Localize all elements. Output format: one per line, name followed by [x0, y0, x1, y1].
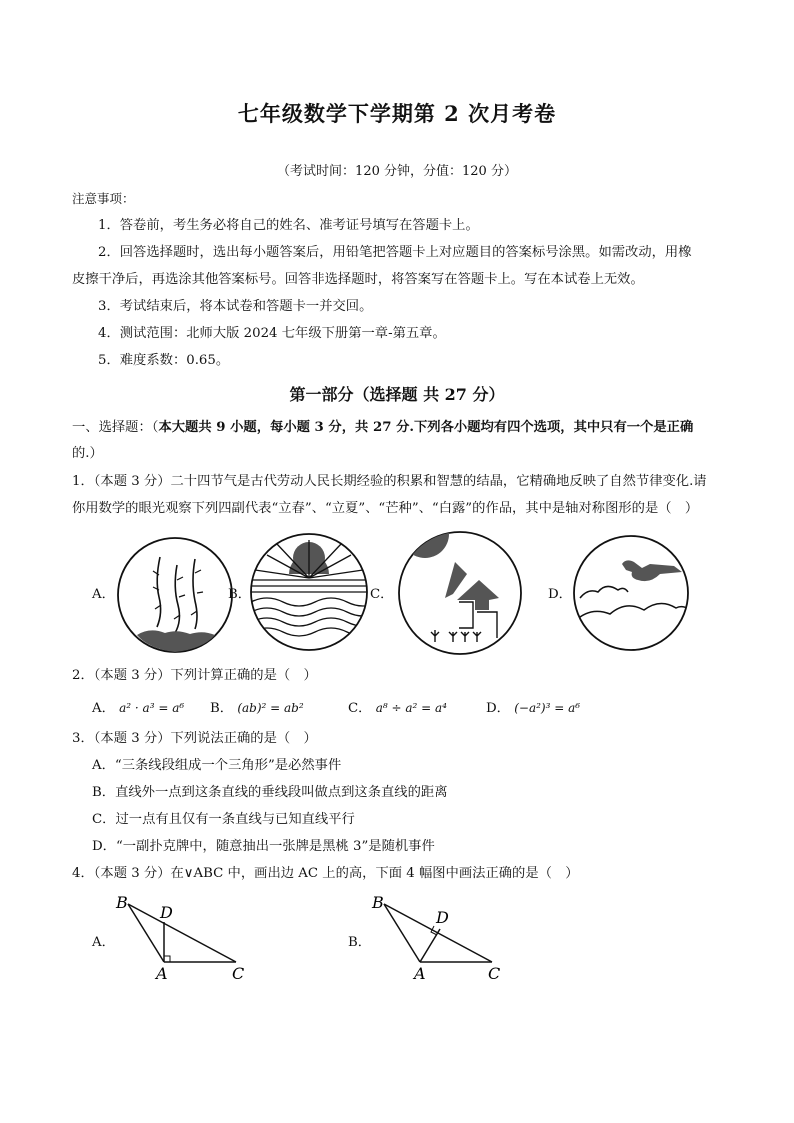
q1-option-c-label: C． — [370, 587, 394, 602]
q2-option-c-label: C． — [348, 701, 372, 716]
q3-stem: 3．（本题 3 分）下列说法正确的是（ ） — [72, 731, 317, 746]
instructions — [72, 418, 693, 438]
q1-image-lixia — [247, 530, 371, 654]
q2-option-a-label: A． — [92, 701, 115, 716]
vertex-b-label: B — [372, 893, 384, 912]
vertex-c-label: C — [232, 964, 245, 983]
instructions-line2: 的.） — [72, 446, 103, 461]
note-item: 3．考试结束后，将本试卷和答题卡一并交回。 — [98, 299, 373, 314]
q2-option-b-expr: (ab)² = ab² — [237, 701, 304, 715]
note-item: 4．测试范围：北师大版 2024 七年级下册第一章-第五章。 — [98, 326, 446, 341]
q2-option-d — [486, 697, 580, 716]
q4-figure-b — [366, 890, 516, 986]
q1-image-lichun — [115, 535, 235, 655]
vertex-d-label: D — [160, 903, 173, 922]
q3-option-c: C．过一点有且仅有一条直线与已知直线平行 — [92, 812, 355, 827]
note-item: 1．答卷前，考生务必将自己的姓名、准考证号填写在答题卡上。 — [98, 218, 479, 233]
vertex-b-label: B — [116, 893, 128, 912]
instructions-bold: 本大题共 9 小题，每小题 3 分，共 27 分.下列各小题均有四个选项，其中只有一个是正确 — [158, 420, 694, 435]
q2-stem: 2．（本题 3 分）下列计算正确的是（ ） — [72, 668, 317, 683]
q2-option-c-expr: a⁸ ÷ a² = a⁴ — [375, 701, 447, 715]
q1-image-bailu — [570, 532, 692, 654]
vertex-a-label: A — [414, 964, 426, 983]
notes-heading: 注意事项： — [72, 191, 135, 206]
section-title: 第一部分（选择题 共 27 分） — [289, 385, 505, 404]
q1-option-b-label: B． — [228, 587, 252, 602]
q1-stem-line1: 1．（本题 3 分）二十四节气是古代劳动人民长期经验的积累和智慧的结晶，它精确地反映了自然节律变化.请 — [72, 474, 707, 489]
q2-option-d-label: D． — [486, 701, 510, 716]
vertex-a-label: A — [156, 964, 168, 983]
exam-info: （考试时间：120 分钟，分值：120 分） — [277, 164, 517, 179]
q2-option-d-expr: (−a²)³ = a⁶ — [514, 701, 581, 715]
instructions-prefix: 一、选择题：（ — [72, 420, 159, 435]
q4-option-a-label: A． — [92, 935, 115, 950]
note-item: 5．难度系数：0.65。 — [98, 353, 230, 368]
q2-option-a-expr: a² · a³ = a⁶ — [119, 701, 185, 715]
note-item: 皮擦干净后，再选涂其他答案标号。回答非选择题时，将答案写在答题卡上。写在本试卷上无效。 — [72, 272, 644, 287]
q2-option-b-label: B． — [210, 701, 234, 716]
q1-image-mangzhong — [395, 528, 525, 658]
q4-figure-a — [110, 890, 260, 986]
q4-option-b-label: B． — [348, 935, 372, 950]
q1-option-d-label: D． — [548, 587, 572, 602]
vertex-d-label: D — [436, 908, 449, 927]
q3-option-d: D．“一副扑克牌中，随意抽出一张牌是黑桃 3”是随机事件 — [92, 839, 435, 854]
q4-stem: 4．（本题 3 分）在∨ABC 中，画出边 AC 上的高，下面 4 幅图中画法正确的是（ ） — [72, 866, 579, 881]
page-title: 七年级数学下学期第 2 次月考卷 — [237, 101, 557, 126]
q2-option-b — [210, 697, 304, 716]
vertex-c-label: C — [488, 964, 501, 983]
q1-stem-line2: 你用数学的眼光观察下列四副代表“立春”、“立夏”、“芒种”、“白露”的作品，其中是轴对称图形的是（ ） — [72, 501, 699, 516]
q2-option-a — [92, 697, 184, 716]
q3-option-b: B．直线外一点到这条直线的垂线段叫做点到这条直线的距离 — [92, 785, 448, 800]
q3-option-a: A．“三条线段组成一个三角形”是必然事件 — [92, 758, 342, 773]
q1-option-a-label: A． — [92, 587, 115, 602]
q2-option-c — [348, 697, 447, 716]
note-item: 2．回答选择题时，选出每小题答案后，用铅笔把答题卡上对应题目的答案标号涂黑。如需改动，用橡 — [98, 245, 692, 260]
